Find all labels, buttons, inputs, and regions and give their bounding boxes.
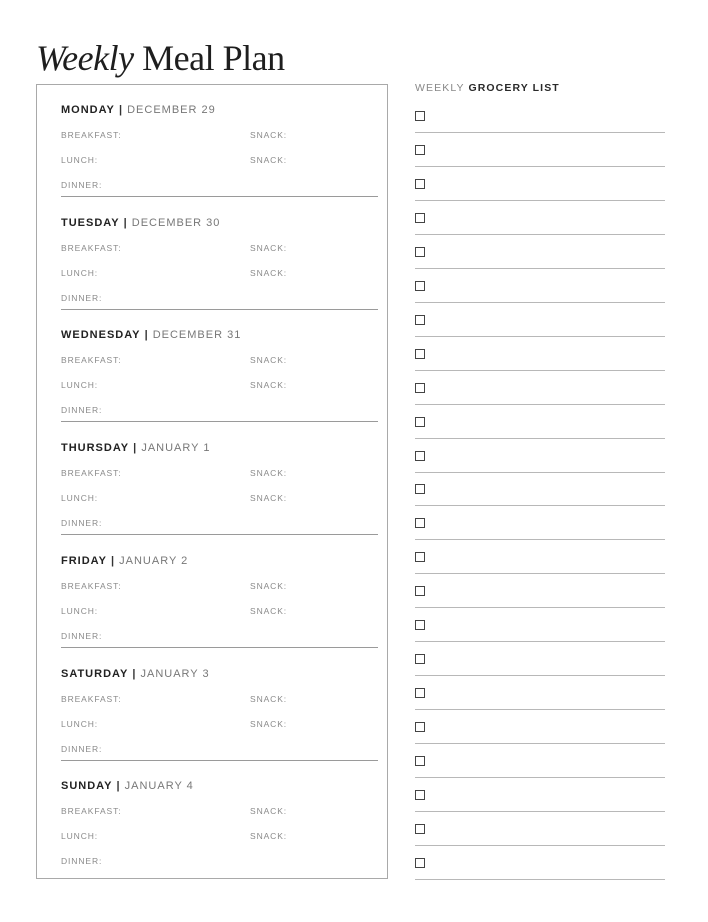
breakfast-field[interactable]: BREAKFAST: (61, 242, 122, 253)
day-header (61, 104, 216, 116)
day-separator: | (144, 329, 149, 342)
lunch-field[interactable]: LUNCH: (61, 831, 99, 842)
grocery-item-row[interactable] (415, 235, 665, 269)
snack-field-1[interactable]: SNACK: (250, 580, 288, 591)
checkbox-icon[interactable] (415, 824, 425, 834)
day-section-tuesday (61, 198, 376, 310)
grocery-item-row[interactable] (415, 201, 665, 235)
dinner-field[interactable]: DINNER: (61, 856, 103, 867)
day-separator: | (111, 554, 116, 567)
day-date: JANUARY 2 (119, 554, 189, 567)
snack-field-2[interactable]: SNACK: (250, 831, 288, 842)
grocery-item-row[interactable] (415, 778, 665, 812)
day-date: DECEMBER 31 (152, 329, 242, 342)
day-date: JANUARY 1 (141, 442, 211, 455)
dinner-field[interactable]: DINNER: (61, 518, 103, 529)
page-title (36, 36, 285, 80)
grocery-item-row[interactable] (415, 744, 665, 778)
breakfast-field[interactable]: BREAKFAST: (61, 806, 122, 817)
day-section-sunday (61, 761, 376, 873)
checkbox-icon[interactable] (415, 247, 425, 257)
grocery-item-line (415, 879, 665, 880)
grocery-title-bold: GROCERY LIST (468, 82, 560, 94)
checkbox-icon[interactable] (415, 722, 425, 732)
checkbox-icon[interactable] (415, 586, 425, 596)
grocery-item-row[interactable] (415, 506, 665, 540)
title-rest: Meal Plan (142, 38, 285, 78)
checkbox-icon[interactable] (415, 790, 425, 800)
day-date: DECEMBER 29 (127, 104, 216, 116)
snack-field-1[interactable]: SNACK: (250, 693, 288, 704)
day-separator: | (116, 780, 121, 793)
grocery-item-row[interactable] (415, 608, 665, 642)
grocery-item-row[interactable] (415, 337, 665, 371)
checkbox-icon[interactable] (415, 145, 425, 155)
snack-field-1[interactable]: SNACK: (250, 468, 288, 479)
day-header (61, 668, 210, 680)
snack-field-1[interactable]: SNACK: (250, 242, 288, 253)
breakfast-field[interactable]: BREAKFAST: (61, 580, 122, 591)
lunch-field[interactable]: LUNCH: (61, 380, 99, 391)
day-separator: | (123, 216, 128, 229)
day-date: DECEMBER 30 (131, 216, 221, 229)
dinner-field[interactable]: DINNER: (61, 743, 103, 754)
grocery-item-row[interactable] (415, 574, 665, 608)
snack-field-1[interactable]: SNACK: (250, 806, 288, 817)
day-name: SUNDAY (61, 780, 113, 793)
day-section-wednesday (61, 310, 376, 422)
lunch-field[interactable]: LUNCH: (61, 718, 99, 729)
day-section-saturday (61, 649, 376, 761)
grocery-title-light: WEEKLY (415, 82, 465, 94)
grocery-item-row[interactable] (415, 167, 665, 201)
snack-field-2[interactable]: SNACK: (250, 493, 288, 504)
dinner-field[interactable]: DINNER: (61, 180, 103, 190)
dinner-field[interactable]: DINNER: (61, 405, 103, 416)
dinner-field[interactable]: DINNER: (61, 292, 103, 303)
checkbox-icon[interactable] (415, 179, 425, 189)
day-separator: | (133, 442, 138, 455)
grocery-item-row[interactable] (415, 439, 665, 473)
day-name: SATURDAY (61, 667, 129, 680)
snack-field-2[interactable]: SNACK: (250, 155, 288, 165)
snack-field-2[interactable]: SNACK: (250, 380, 288, 391)
grocery-item-row[interactable] (415, 812, 665, 846)
lunch-field[interactable]: LUNCH: (61, 605, 99, 616)
lunch-field[interactable]: LUNCH: (61, 267, 99, 278)
lunch-field[interactable]: LUNCH: (61, 493, 99, 504)
day-header (61, 780, 194, 792)
checkbox-icon[interactable] (415, 688, 425, 698)
day-name: WEDNESDAY (61, 329, 141, 342)
snack-field-1[interactable]: SNACK: (250, 130, 288, 140)
day-date: JANUARY 4 (124, 780, 194, 793)
grocery-list-title (415, 82, 560, 94)
day-header (61, 442, 210, 454)
grocery-item-row[interactable] (415, 405, 665, 439)
checkbox-icon[interactable] (415, 484, 425, 494)
meal-plan-box (36, 84, 388, 879)
breakfast-field[interactable]: BREAKFAST: (61, 130, 122, 140)
title-italic: Weekly (36, 38, 134, 78)
checkbox-icon[interactable] (415, 518, 425, 528)
breakfast-field[interactable]: BREAKFAST: (61, 693, 122, 704)
grocery-item-row[interactable] (415, 472, 665, 506)
day-header (61, 329, 241, 341)
grocery-item-row[interactable] (415, 642, 665, 676)
grocery-item-row[interactable] (415, 710, 665, 744)
lunch-field[interactable]: LUNCH: (61, 155, 99, 165)
checkbox-icon[interactable] (415, 858, 425, 868)
checkbox-icon[interactable] (415, 417, 425, 427)
day-header (61, 217, 220, 229)
dinner-field[interactable]: DINNER: (61, 630, 103, 641)
checkbox-icon[interactable] (415, 451, 425, 461)
grocery-item-row[interactable] (415, 371, 665, 405)
checkbox-icon[interactable] (415, 620, 425, 630)
checkbox-icon[interactable] (415, 349, 425, 359)
day-date: JANUARY 3 (140, 667, 210, 680)
day-name: FRIDAY (61, 554, 107, 567)
grocery-item-row[interactable] (415, 133, 665, 167)
checkbox-icon[interactable] (415, 281, 425, 291)
checkbox-icon[interactable] (415, 654, 425, 664)
day-name: THURSDAY (61, 442, 130, 455)
day-name: TUESDAY (61, 216, 120, 229)
snack-field-1[interactable]: SNACK: (250, 355, 288, 366)
snack-field-2[interactable]: SNACK: (250, 605, 288, 616)
grocery-item-row[interactable] (415, 269, 665, 303)
grocery-item-row[interactable] (415, 846, 665, 880)
day-section-monday (61, 85, 376, 197)
snack-field-2[interactable]: SNACK: (250, 718, 288, 729)
day-name: MONDAY (61, 104, 115, 116)
checkbox-icon[interactable] (415, 756, 425, 766)
grocery-item-row[interactable] (415, 540, 665, 574)
checkbox-icon[interactable] (415, 315, 425, 325)
snack-field-2[interactable]: SNACK: (250, 267, 288, 278)
day-separator: | (118, 104, 124, 116)
breakfast-field[interactable]: BREAKFAST: (61, 355, 122, 366)
checkbox-icon[interactable] (415, 111, 425, 121)
grocery-item-row[interactable] (415, 303, 665, 337)
day-section-friday (61, 536, 376, 648)
day-header (61, 555, 188, 567)
day-separator: | (132, 667, 137, 680)
grocery-item-row[interactable] (415, 676, 665, 710)
grocery-item-row[interactable] (415, 99, 665, 133)
checkbox-icon[interactable] (415, 552, 425, 562)
day-section-thursday (61, 423, 376, 535)
breakfast-field[interactable]: BREAKFAST: (61, 468, 122, 479)
checkbox-icon[interactable] (415, 383, 425, 393)
checkbox-icon[interactable] (415, 213, 425, 223)
